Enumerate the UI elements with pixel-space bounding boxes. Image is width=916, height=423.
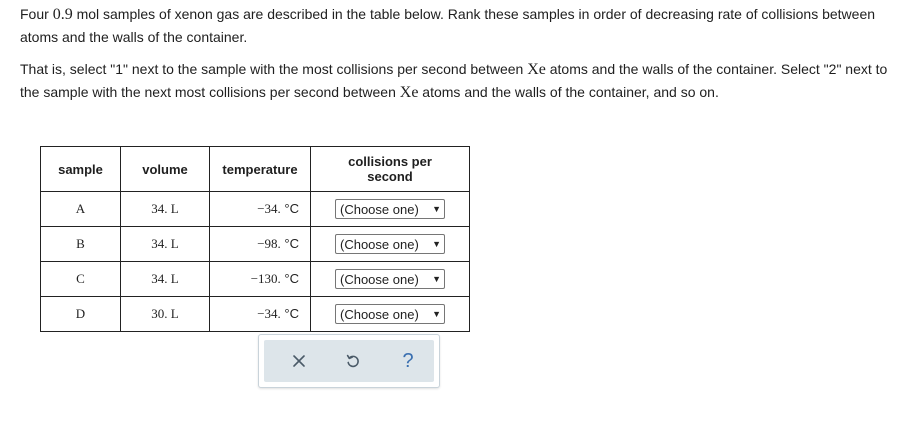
select-value: (Choose one) bbox=[340, 236, 419, 252]
answer-toolbar bbox=[258, 334, 440, 388]
volume-cell bbox=[121, 192, 210, 227]
help-icon: ? bbox=[402, 349, 414, 372]
amount-value: 0.9 bbox=[52, 6, 73, 23]
volume-value: 34. L bbox=[151, 236, 179, 251]
rank-select-a[interactable] bbox=[335, 199, 445, 219]
rank-cell bbox=[311, 227, 470, 262]
header-temperature: temperature bbox=[210, 147, 311, 192]
sample-cell: A bbox=[41, 192, 121, 227]
volume-cell bbox=[121, 227, 210, 262]
sample-cell: D bbox=[41, 297, 121, 332]
rank-cell bbox=[311, 297, 470, 332]
instruction-text-part: atoms and the walls of the container, and so on. bbox=[418, 84, 719, 100]
temperature-cell bbox=[210, 192, 311, 227]
chevron-down-icon: ▼ bbox=[432, 239, 441, 249]
rank-select-c[interactable] bbox=[335, 269, 445, 289]
select-value: (Choose one) bbox=[340, 271, 419, 287]
instruction-text bbox=[20, 58, 910, 104]
question-text bbox=[20, 3, 910, 48]
header-volume: volume bbox=[121, 147, 210, 192]
rank-cell bbox=[311, 192, 470, 227]
instruction-text-part: atoms and the walls of the container. Select "2" next to the sample with the next most collisions per second between bbox=[20, 61, 888, 100]
select-value: (Choose one) bbox=[340, 306, 419, 322]
temperature-unit: °C bbox=[284, 236, 299, 251]
volume-value: 30. L bbox=[151, 306, 179, 321]
temperature-unit: °C bbox=[284, 271, 299, 286]
close-icon bbox=[292, 354, 306, 368]
sample-cell: C bbox=[41, 262, 121, 297]
temperature-value: −98. bbox=[257, 236, 281, 251]
temperature-unit: °C bbox=[284, 306, 299, 321]
table-row bbox=[41, 262, 470, 297]
temperature-value: −34. bbox=[257, 201, 281, 216]
table-row bbox=[41, 227, 470, 262]
table-row bbox=[41, 192, 470, 227]
toolbar-inner bbox=[264, 340, 434, 382]
rank-select-b[interactable] bbox=[335, 234, 445, 254]
xe-symbol: Xe bbox=[527, 61, 546, 78]
rank-select-d[interactable] bbox=[335, 304, 445, 324]
question-text-part: mol samples of xenon gas are described in the table below. Rank these samples in order of decreasing rate of collisions between atoms and the walls of the container. bbox=[20, 6, 876, 45]
instruction-text-part: That is, select "1" next to the sample with the most collisions per second between bbox=[20, 61, 528, 77]
chevron-down-icon: ▼ bbox=[432, 204, 441, 214]
sample-cell: B bbox=[41, 227, 121, 262]
table-header-row bbox=[41, 147, 470, 192]
chevron-down-icon: ▼ bbox=[432, 309, 441, 319]
help-button[interactable] bbox=[395, 348, 421, 374]
question-text-part: Four bbox=[20, 6, 53, 22]
undo-icon bbox=[345, 353, 361, 369]
temperature-unit: °C bbox=[284, 201, 299, 216]
volume-cell bbox=[121, 297, 210, 332]
volume-value: 34. L bbox=[151, 271, 179, 286]
chevron-down-icon: ▼ bbox=[432, 274, 441, 284]
temperature-value: −34. bbox=[257, 306, 281, 321]
temperature-cell bbox=[210, 297, 311, 332]
temperature-cell bbox=[210, 262, 311, 297]
select-value: (Choose one) bbox=[340, 201, 419, 217]
clear-button[interactable] bbox=[286, 348, 312, 374]
xe-symbol: Xe bbox=[399, 84, 419, 101]
header-collisions: collisions per second bbox=[311, 147, 470, 192]
samples-table bbox=[40, 146, 470, 332]
temperature-value: −130. bbox=[250, 271, 281, 286]
rank-cell bbox=[311, 262, 470, 297]
table-row bbox=[41, 297, 470, 332]
volume-cell bbox=[121, 262, 210, 297]
header-sample: sample bbox=[41, 147, 121, 192]
undo-button[interactable] bbox=[340, 348, 366, 374]
volume-value: 34. L bbox=[151, 201, 179, 216]
temperature-cell bbox=[210, 227, 311, 262]
